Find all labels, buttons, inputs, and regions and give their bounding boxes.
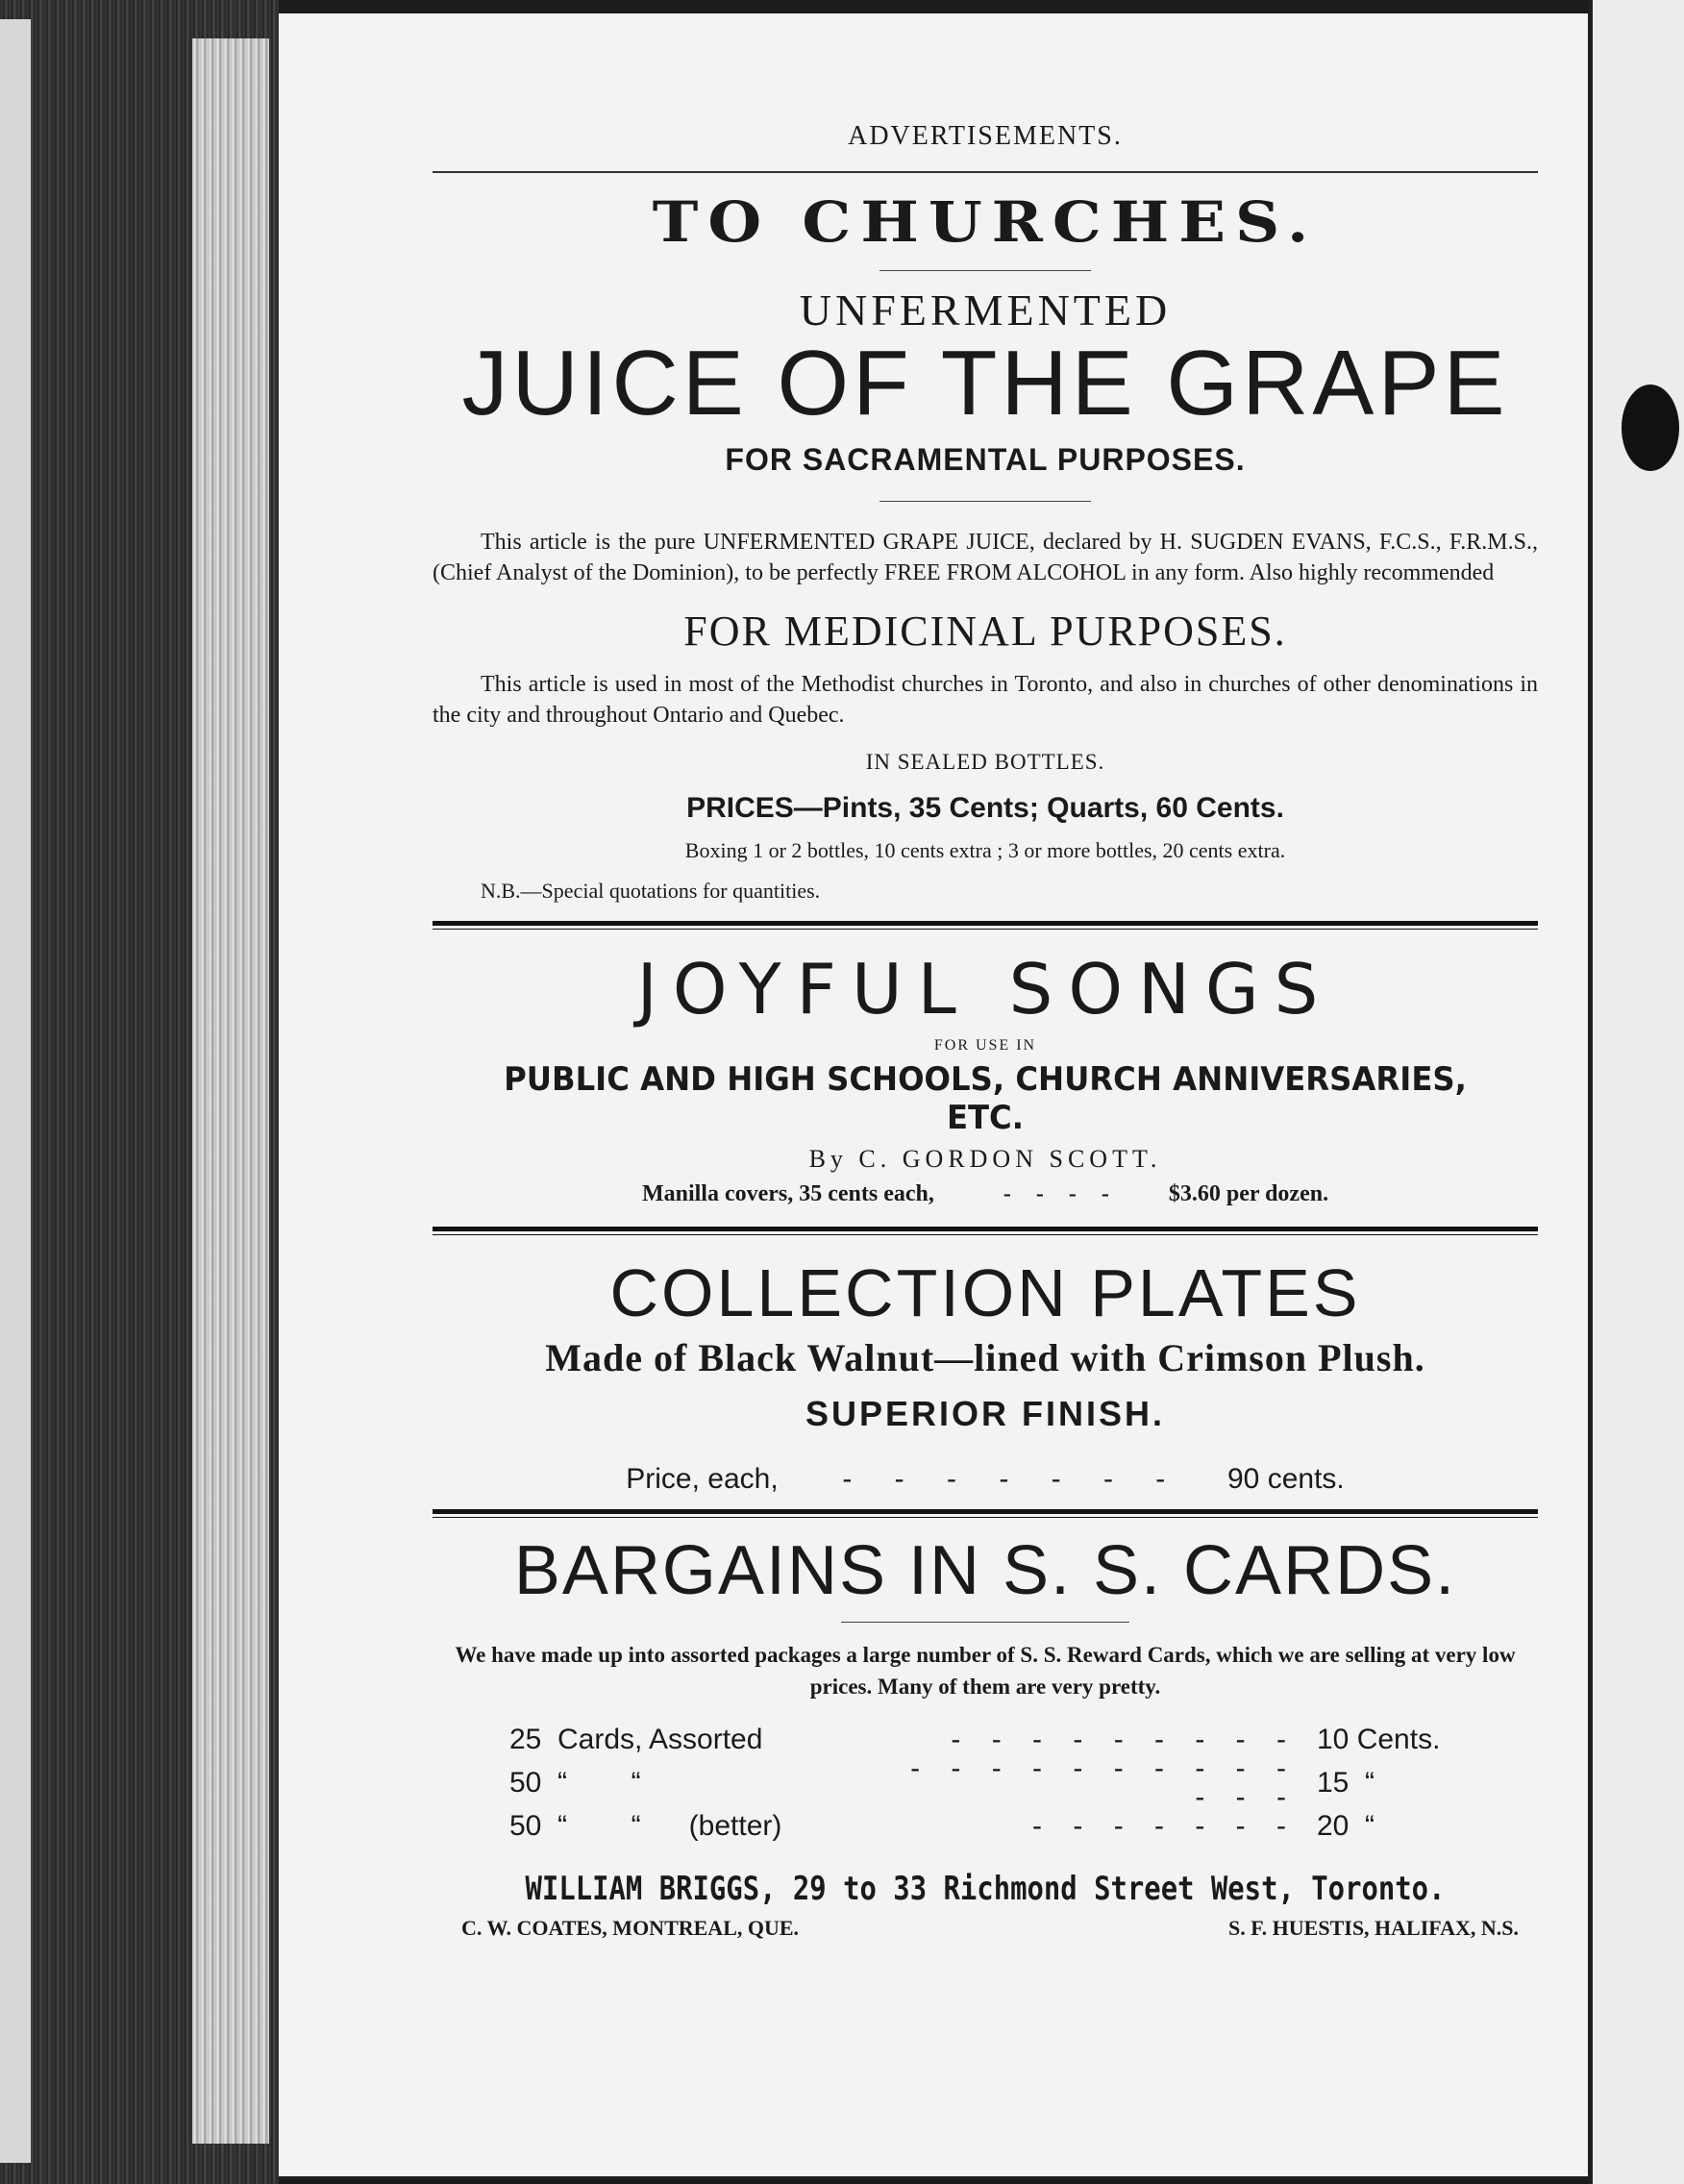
ad-title: COLLECTION PLATES bbox=[609, 1255, 1361, 1331]
ad-joyful-songs bbox=[433, 949, 1538, 1207]
branch-offices bbox=[433, 1916, 1538, 1941]
document-page bbox=[279, 13, 1588, 2176]
divider bbox=[879, 501, 1091, 502]
ad-grape-juice bbox=[433, 186, 1538, 904]
ad-sealed: IN SEALED BOTTLES. bbox=[865, 750, 1105, 775]
ad-paragraph: This article is the pure UNFERMENTED GRAPE JUICE, declared by H. SUGDEN EVANS, F.C.S., F.R.M.S., (Chief Analyst of the Dominion), to be perfectly FREE FROM ALCOHOL in any form. Also highly recommended bbox=[433, 529, 1538, 586]
price-dots: - - - - bbox=[1003, 1181, 1119, 1207]
divider bbox=[879, 270, 1091, 271]
ad-finish: SUPERIOR FINISH. bbox=[805, 1394, 1166, 1434]
card-price: 10 Cents. bbox=[1317, 1723, 1441, 1755]
ad-purpose: FOR SACRAMENTAL PURPOSES. bbox=[725, 441, 1246, 477]
card-price: 15 “ bbox=[1317, 1766, 1375, 1799]
book-page-edges bbox=[0, 0, 279, 2184]
ad-byline: By C. GORDON SCOTT. bbox=[808, 1145, 1162, 1174]
book-edge-strip bbox=[0, 19, 31, 2163]
ad-foruse: FOR USE IN bbox=[933, 1037, 1037, 1055]
card-qty: 50 bbox=[509, 1766, 542, 1799]
ad-boxing: Boxing 1 or 2 bottles, 10 cents extra ; 3 or more bottles, 20 cents extra. bbox=[684, 838, 1286, 863]
card-dots: - - - - - - - - - bbox=[951, 1723, 1298, 1755]
card-desc: Cards, Assorted bbox=[557, 1723, 763, 1755]
divider bbox=[841, 1622, 1129, 1623]
facing-page-mark bbox=[1622, 385, 1679, 471]
divider bbox=[433, 171, 1538, 173]
ad-subtitle: PUBLIC AND HIGH SCHOOLS, CHURCH ANNIVERSARIES, ETC. bbox=[504, 1060, 1467, 1138]
ad-ss-cards bbox=[433, 1531, 1538, 1840]
ad-prices: PRICES—Pints, 35 Cents; Quarts, 60 Cents. bbox=[686, 792, 1284, 825]
ad-note: N.B.—Special quotations for quantities. bbox=[481, 879, 821, 904]
ad-medicinal-heading: FOR MEDICINAL PURPOSES. bbox=[683, 607, 1287, 655]
card-desc: “ “ (better) bbox=[557, 1809, 782, 1842]
page-content bbox=[433, 110, 1538, 1941]
ad-headline: TO CHURCHES. bbox=[652, 189, 1319, 256]
price-dots: - - - - - - - bbox=[842, 1463, 1183, 1496]
ad-collection-plates bbox=[433, 1254, 1538, 1496]
table-row bbox=[509, 1725, 1471, 1754]
table-row bbox=[509, 1812, 1471, 1841]
ad-price-line bbox=[433, 1463, 1538, 1496]
ad-paragraph: We have made up into assorted packages a large number of S. S. Reward Cards, which we are selling at very low prices. Many of them are very pretty. bbox=[455, 1643, 1516, 1699]
ad-paragraph: This article is used in most of the Methodist churches in Toronto, and also in churches of other denominations in the city and throughout Ontario and Quebec. bbox=[433, 671, 1538, 728]
table-row bbox=[509, 1754, 1471, 1812]
section-divider bbox=[433, 921, 1538, 930]
section-divider bbox=[433, 1227, 1538, 1235]
price-right: $3.60 per dozen. bbox=[1168, 1181, 1329, 1207]
branch-right: S. F. HUESTIS, HALIFAX, N.S. bbox=[1228, 1915, 1519, 1940]
section-divider bbox=[433, 1509, 1538, 1518]
branch-left: C. W. COATES, MONTREAL, QUE. bbox=[461, 1915, 800, 1940]
ad-title: BARGAINS IN S. S. CARDS. bbox=[513, 1532, 1457, 1610]
ad-subhead: UNFERMENTED bbox=[799, 285, 1172, 335]
facing-page-edge bbox=[1589, 0, 1684, 2184]
publisher-line: WILLIAM BRIGGS, 29 to 33 Richmond Street West, Toronto. bbox=[525, 1869, 1446, 1908]
ad-price-line bbox=[433, 1181, 1538, 1207]
price-left: Price, each, bbox=[626, 1463, 779, 1496]
running-head: ADVERTISEMENTS. bbox=[848, 121, 1123, 151]
price-left: Manilla covers, 35 cents each, bbox=[641, 1181, 934, 1207]
card-price: 20 “ bbox=[1317, 1809, 1375, 1842]
card-qty: 50 bbox=[509, 1809, 542, 1842]
ad-title: JOYFUL SONGS bbox=[636, 949, 1334, 1030]
card-price-table bbox=[509, 1725, 1471, 1841]
ad-subtitle: Made of Black Walnut—lined with Crimson Plush. bbox=[545, 1336, 1425, 1380]
card-desc: “ “ bbox=[557, 1766, 641, 1799]
card-qty: 25 bbox=[509, 1723, 542, 1755]
page-stack bbox=[192, 38, 269, 2144]
price-right: 90 cents. bbox=[1227, 1463, 1345, 1496]
ad-title: JUICE OF THE GRAPE bbox=[461, 332, 1509, 434]
card-dots: - - - - - - - bbox=[1032, 1809, 1298, 1842]
card-dots: - - - - - - - - - - - - - bbox=[910, 1751, 1298, 1813]
